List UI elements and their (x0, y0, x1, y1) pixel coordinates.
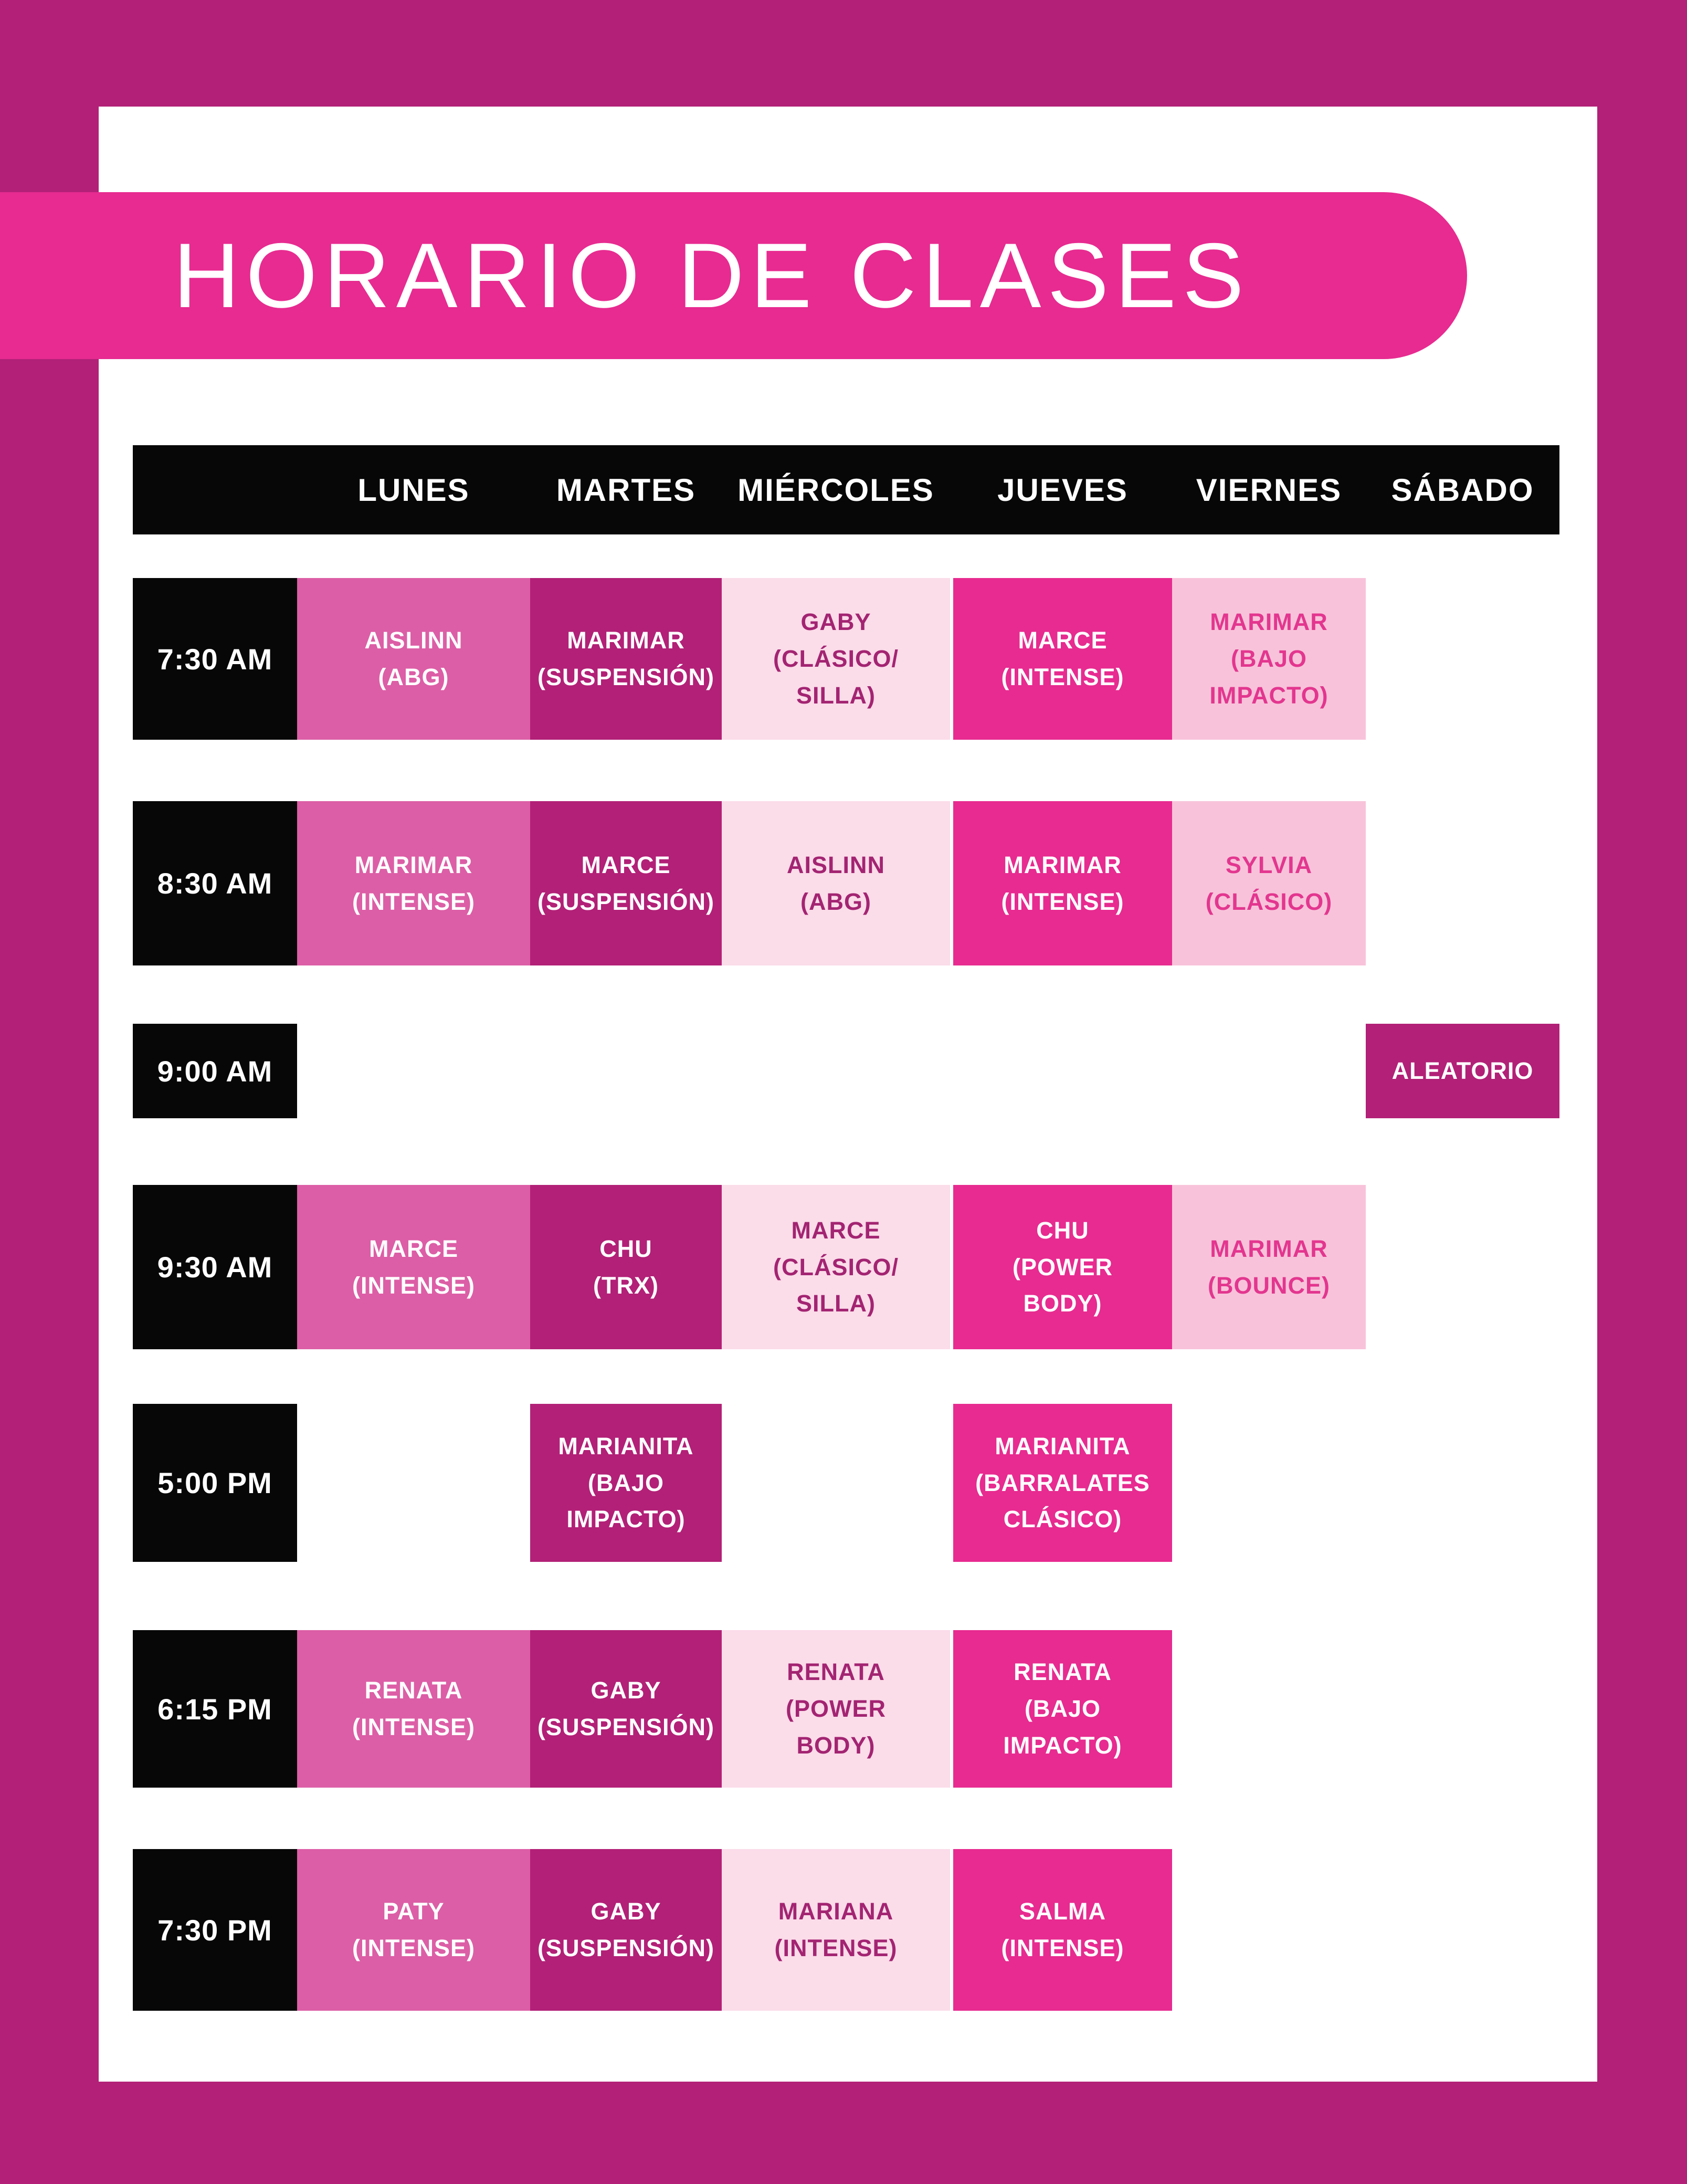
class-cell-line: (CLÁSICO/ (773, 1253, 899, 1280)
class-cell-line: (INTENSE) (1001, 664, 1124, 690)
class-cell-line: SYLVIA (1225, 851, 1313, 878)
class-cell-line: PATY (383, 1898, 445, 1925)
class-cell-martes-930am (530, 1185, 722, 1349)
time-cell-730am: 7:30 AM (133, 578, 297, 740)
class-cell-text (975, 1428, 1150, 1538)
class-cell-line: RENATA (1014, 1658, 1112, 1686)
class-cell-jueves-615pm (953, 1630, 1172, 1788)
class-cell-line: (INTENSE) (352, 1714, 475, 1740)
day-header-lunes: LUNES (357, 472, 470, 508)
class-cell-lunes-730am (297, 578, 530, 740)
class-cell-line: (SUSPENSIÓN) (537, 664, 715, 690)
class-cell-text (1013, 1212, 1113, 1322)
class-cell-line: MARCE (791, 1216, 881, 1244)
class-cell-line: (INTENSE) (1001, 888, 1124, 915)
class-cell-text (352, 1231, 475, 1304)
class-cell-line: BODY) (796, 1731, 876, 1759)
class-cell-viernes-830am (1172, 801, 1366, 965)
class-cell-line: (ABG) (378, 664, 449, 690)
class-cell-martes-730am (530, 578, 722, 740)
class-cell-text (773, 604, 899, 713)
class-cell-line: MARIANITA (995, 1432, 1131, 1460)
class-cell-miercoles-615pm (722, 1630, 950, 1788)
class-cell-lunes-730pm (297, 1849, 530, 2011)
class-cell-line: RENATA (787, 1658, 885, 1686)
class-cell-line: CHU (599, 1235, 652, 1262)
class-cell-line: (CLÁSICO) (1205, 888, 1333, 915)
time-cell-900am: 9:00 AM (133, 1024, 297, 1118)
class-cell-line: (POWER (1013, 1253, 1113, 1280)
class-cell-line: IMPACTO) (1209, 681, 1328, 709)
day-header-miercoles: MIÉRCOLES (737, 472, 934, 508)
class-cell-line: MARIANA (778, 1898, 894, 1925)
page-title: HORARIO DE CLASES (173, 224, 1250, 327)
class-cell-line: (CLÁSICO/ (773, 645, 899, 673)
class-cell-text (786, 1654, 886, 1763)
class-cell-miercoles-930am (722, 1185, 950, 1349)
class-cell-text (352, 1893, 475, 1967)
class-cell-text (775, 1893, 898, 1967)
class-cell-sabado-900am (1366, 1024, 1559, 1118)
class-cell-martes-500pm (530, 1404, 722, 1562)
class-cell-text (787, 847, 885, 920)
class-cell-line: (INTENSE) (352, 1935, 475, 1961)
class-cell-lunes-830am (297, 801, 530, 965)
day-header-martes: MARTES (556, 472, 696, 508)
class-cell-line: GABY (591, 1898, 661, 1925)
class-cell-line: MARCE (581, 851, 671, 878)
time-cell-500pm: 5:00 PM (133, 1404, 297, 1562)
class-cell-line: SILLA) (796, 681, 876, 709)
class-cell-martes-730pm (530, 1849, 722, 2011)
class-cell-miercoles-730pm (722, 1849, 950, 2011)
class-cell-text (1003, 1654, 1122, 1763)
class-cell-martes-830am (530, 801, 722, 965)
class-cell-line: (INTENSE) (774, 1935, 898, 1961)
class-cell-text (1392, 1053, 1534, 1089)
class-cell-line: (BAJO (587, 1469, 664, 1496)
class-cell-line: AISLINN (364, 627, 463, 654)
class-cell-line: (TRX) (593, 1272, 659, 1299)
time-cell-830am: 8:30 AM (133, 801, 297, 965)
class-cell-line: (SUSPENSIÓN) (537, 1935, 715, 1961)
class-cell-line: MARIANITA (558, 1432, 694, 1460)
class-cell-line: MARCE (369, 1235, 458, 1262)
class-cell-text (1209, 604, 1328, 713)
class-cell-line: (INTENSE) (1001, 1935, 1124, 1961)
class-cell-jueves-830am (953, 801, 1172, 965)
class-cell-text (365, 622, 463, 696)
class-cell-line: CHU (1036, 1216, 1089, 1244)
class-cell-line: ALEATORIO (1391, 1057, 1534, 1085)
class-cell-line: (BARRALATES (975, 1469, 1150, 1496)
class-cell-text (773, 1212, 899, 1322)
class-cell-line: (BOUNCE) (1208, 1272, 1330, 1299)
class-cell-line: (SUSPENSIÓN) (537, 1714, 715, 1740)
class-cell-line: (BAJO (1024, 1695, 1101, 1723)
class-cell-jueves-730am (953, 578, 1172, 740)
class-cell-line: (ABG) (800, 888, 871, 915)
class-cell-text (1001, 847, 1124, 920)
class-cell-text (352, 847, 475, 920)
class-cell-text (1001, 1893, 1124, 1967)
title-banner (0, 192, 1467, 359)
class-cell-line: MARCE (1018, 627, 1108, 654)
day-header-sabado: SÁBADO (1391, 472, 1534, 508)
day-header-viernes: VIERNES (1196, 472, 1342, 508)
class-cell-text (1206, 847, 1332, 920)
class-cell-line: RENATA (364, 1677, 463, 1704)
class-cell-line: (BAJO (1230, 645, 1307, 673)
class-cell-text (593, 1231, 659, 1304)
time-cell-930am: 9:30 AM (133, 1185, 297, 1349)
time-cell-730pm: 7:30 PM (133, 1849, 297, 2011)
class-cell-jueves-500pm (953, 1404, 1172, 1562)
time-cell-615pm: 6:15 PM (133, 1630, 297, 1788)
class-cell-miercoles-730am (722, 578, 950, 740)
class-cell-line: (INTENSE) (352, 1272, 475, 1299)
class-cell-line: MARIMAR (1210, 1235, 1328, 1262)
class-cell-line: GABY (591, 1677, 661, 1704)
class-cell-line: MARIMAR (354, 851, 473, 878)
class-cell-text (537, 847, 714, 920)
class-cell-line: (POWER (786, 1695, 886, 1723)
class-cell-miercoles-830am (722, 801, 950, 965)
class-cell-line: IMPACTO) (566, 1506, 686, 1533)
class-cell-text (537, 1893, 714, 1967)
class-cell-line: (INTENSE) (352, 888, 475, 915)
class-cell-line: SALMA (1019, 1898, 1106, 1925)
class-cell-line: SILLA) (796, 1290, 876, 1317)
class-cell-text (1001, 622, 1124, 696)
class-cell-martes-615pm (530, 1630, 722, 1788)
class-cell-line: BODY) (1023, 1290, 1102, 1317)
class-cell-line: MARIMAR (1004, 851, 1122, 878)
class-cell-text (1208, 1231, 1330, 1304)
class-cell-jueves-930am (953, 1185, 1172, 1349)
class-cell-text (537, 622, 714, 696)
class-cell-line: IMPACTO) (1003, 1731, 1122, 1759)
class-cell-line: AISLINN (787, 851, 885, 878)
class-cell-viernes-930am (1172, 1185, 1366, 1349)
class-cell-lunes-615pm (297, 1630, 530, 1788)
class-cell-line: CLÁSICO) (1003, 1506, 1122, 1533)
class-cell-lunes-930am (297, 1185, 530, 1349)
class-cell-text (537, 1672, 714, 1746)
class-cell-line: (SUSPENSIÓN) (537, 888, 715, 915)
class-cell-line: GABY (800, 608, 871, 636)
class-cell-text (558, 1428, 693, 1538)
day-header-jueves: JUEVES (997, 472, 1128, 508)
class-cell-line: MARIMAR (1210, 608, 1328, 636)
class-cell-viernes-730am (1172, 578, 1366, 740)
class-cell-text (352, 1672, 475, 1746)
class-cell-jueves-730pm (953, 1849, 1172, 2011)
class-cell-line: MARIMAR (567, 627, 685, 654)
